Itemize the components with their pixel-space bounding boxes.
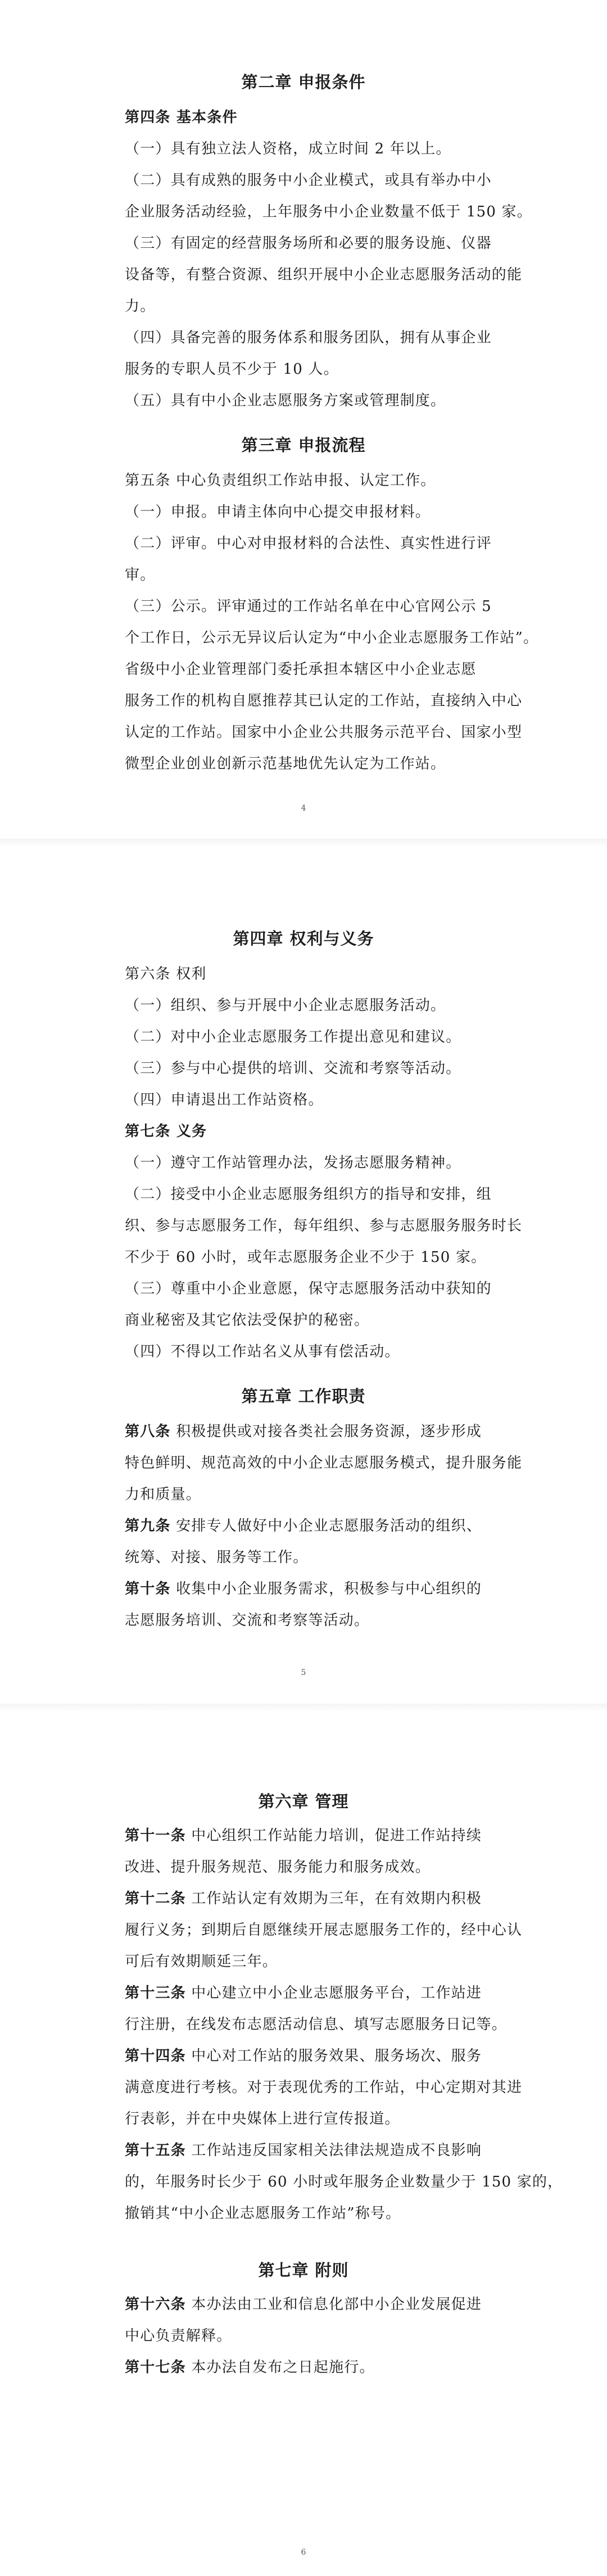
text-line: 省级中小企业管理部门委托承担本辖区中小企业志愿 bbox=[125, 661, 477, 678]
article-14-number: 第十四条 bbox=[125, 2048, 186, 2065]
chapter-6-title: 第六章 管理 bbox=[258, 1792, 349, 1811]
text-line: （二）接受中小企业志愿服务组织方的指导和安排，组 bbox=[125, 1186, 492, 1203]
text-line: 统筹、对接、服务等工作。 bbox=[125, 1549, 309, 1566]
article-17-text: 本办法自发布之日起施行。 bbox=[185, 2359, 375, 2376]
text-line: 商业秘密及其它依法受保护的秘密。 bbox=[125, 1312, 370, 1329]
chapter-3-title: 第三章 申报流程 bbox=[241, 436, 366, 455]
text-line: 服务工作的机构自愿推荐其已认定的工作站，直接纳入中心 bbox=[125, 692, 523, 709]
document-page-6 bbox=[0, 1712, 607, 2576]
text-line: （三）参与中心提供的培训、交流和考察等活动。 bbox=[125, 1060, 461, 1077]
text-line: 特色鲜明、规范高效的中小企业志愿服务模式，提升服务能 bbox=[125, 1455, 523, 1472]
text-line: （二）对中小企业志愿服务工作提出意见和建议。 bbox=[125, 1029, 461, 1045]
article-10-text: 收集中小企业服务需求，积极参与中心组织的 bbox=[170, 1581, 482, 1597]
text-line: 不少于 60 小时，或年志愿服务企业不少于 150 家。 bbox=[125, 1249, 487, 1266]
article-12-line bbox=[125, 1890, 482, 1907]
page-number: 4 bbox=[301, 804, 306, 813]
text-line: （二）具有成熟的服务中小企业模式，或具有举办中小 bbox=[125, 172, 492, 189]
article-9-line bbox=[125, 1518, 482, 1534]
article-10-line bbox=[125, 1581, 482, 1597]
text-line: （一）具有独立法人资格，成立时间 2 年以上。 bbox=[125, 141, 451, 157]
article-8-line bbox=[125, 1423, 482, 1440]
text-line: 企业服务活动经验，上年服务中小企业数量不低于 150 家。 bbox=[125, 203, 532, 220]
article-11-number: 第十一条 bbox=[125, 1827, 186, 1844]
text-line: 审。 bbox=[125, 567, 156, 583]
text-line: （二）评审。中心对申报材料的合法性、真实性进行评 bbox=[125, 535, 492, 552]
text-line: 履行义务；到期后自愿继续开展志愿服务工作的，经中心认 bbox=[125, 1922, 523, 1939]
text-line: （四）具备完善的服务体系和服务团队，拥有从事企业 bbox=[125, 329, 492, 346]
article-15-line bbox=[125, 2142, 482, 2159]
chapter-5-title: 第五章 工作职责 bbox=[241, 1387, 366, 1406]
text-line: 服务的专职人员不少于 10 人。 bbox=[125, 361, 339, 378]
text-line: 认定的工作站。国家中小企业公共服务示范平台、国家小型 bbox=[125, 724, 523, 741]
page-number: 5 bbox=[301, 1668, 306, 1677]
text-line: 中心负责解释。 bbox=[125, 2328, 232, 2344]
text-line: 织、参与志愿服务工作，每年组织、参与志愿服务服务时长 bbox=[125, 1217, 523, 1234]
text-line: 微型企业创业创新示范基地优先认定为工作站。 bbox=[125, 755, 446, 772]
text-line: 志愿服务培训、交流和考察等活动。 bbox=[125, 1612, 370, 1629]
article-8-text: 积极提供或对接各类社会服务资源，逐步形成 bbox=[170, 1423, 482, 1440]
text-line: （一）遵守工作站管理办法，发扬志愿服务精神。 bbox=[125, 1155, 461, 1171]
document-page-4 bbox=[0, 0, 607, 843]
chapter-2-title: 第二章 申报条件 bbox=[241, 73, 366, 92]
text-line: 可后有效期顺延三年。 bbox=[125, 1953, 278, 1970]
text-line: 力和质量。 bbox=[125, 1486, 202, 1503]
text-line: （三）尊重中小企业意愿，保守志愿服务活动中获知的 bbox=[125, 1280, 492, 1297]
text-line: 行注册，在线发布志愿活动信息、填写志愿服务日记等。 bbox=[125, 2016, 508, 2033]
article-9-text: 安排专人做好中小企业志愿服务活动的组织、 bbox=[170, 1518, 482, 1534]
article-14-text: 中心对工作站的服务效果、服务场次、服务 bbox=[185, 2048, 482, 2065]
document-page-5 bbox=[0, 843, 607, 1712]
article-12-number: 第十二条 bbox=[125, 1890, 186, 1907]
text-line: 满意度进行考核。对于表现优秀的工作站，中心定期对其进 bbox=[125, 2079, 523, 2096]
text-line: 行表彰，并在中央媒体上进行宣传报道。 bbox=[125, 2111, 400, 2127]
text-line: 个工作日，公示无异议后认定为“中小企业志愿服务工作站”。 bbox=[125, 630, 539, 646]
text-line: 设备等，有整合资源、组织开展中小企业志愿服务活动的能 bbox=[125, 266, 523, 283]
text-line: （五）具有中小企业志愿服务方案或管理制度。 bbox=[125, 392, 446, 409]
text-line: （四）不得以工作站名义从事有偿活动。 bbox=[125, 1343, 400, 1360]
article-8-number: 第八条 bbox=[125, 1423, 171, 1440]
text-line: 力。 bbox=[125, 298, 156, 315]
text-line: （三）公示。评审通过的工作站名单在中心官网公示 5 bbox=[125, 598, 492, 615]
article-6-heading: 第六条 权利 bbox=[125, 966, 207, 983]
article-13-number: 第十三条 bbox=[125, 1985, 186, 2002]
article-12-text: 工作站认定有效期为三年，在有效期内积极 bbox=[185, 1890, 482, 1907]
text-line: （四）申请退出工作站资格。 bbox=[125, 1092, 324, 1108]
page-separator bbox=[0, 1704, 607, 1712]
text-line: 的，年服务时长少于 60 小时或年服务企业数量少于 150 家的， bbox=[125, 2174, 563, 2190]
article-11-text: 中心组织工作站能力培训，促进工作站持续 bbox=[185, 1827, 482, 1844]
chapter-7-title: 第七章 附则 bbox=[258, 2261, 349, 2280]
article-10-number: 第十条 bbox=[125, 1581, 171, 1597]
chapter-4-title: 第四章 权利与义务 bbox=[233, 929, 374, 948]
article-17-number: 第十七条 bbox=[125, 2359, 186, 2376]
article-16-line bbox=[125, 2296, 482, 2313]
article-5-line: 第五条 中心负责组织工作站申报、认定工作。 bbox=[125, 472, 436, 489]
page-number: 6 bbox=[301, 2548, 306, 2557]
text-line: （一）组织、参与开展中小企业志愿服务活动。 bbox=[125, 997, 446, 1014]
article-16-text: 本办法由工业和信息化部中小企业发展促进 bbox=[185, 2296, 482, 2313]
article-14-line bbox=[125, 2048, 482, 2065]
article-13-text: 中心建立中小企业志愿服务平台，工作站进 bbox=[185, 1985, 482, 2002]
article-7-heading: 第七条 义务 bbox=[125, 1123, 207, 1140]
text-line: （一）申报。申请主体向中心提交申报材料。 bbox=[125, 504, 431, 520]
article-13-line bbox=[125, 1985, 482, 2002]
text-line: （三）有固定的经营服务场所和必要的服务设施、仪器 bbox=[125, 235, 492, 252]
article-4-heading: 第四条 基本条件 bbox=[125, 109, 238, 126]
text-line: 改进、提升服务规范、服务能力和服务成效。 bbox=[125, 1859, 431, 1876]
article-15-number: 第十五条 bbox=[125, 2142, 186, 2159]
article-11-line bbox=[125, 1827, 482, 1844]
article-15-text: 工作站违反国家相关法律法规造成不良影响 bbox=[185, 2142, 482, 2159]
article-9-number: 第九条 bbox=[125, 1518, 171, 1534]
article-17-line bbox=[125, 2359, 375, 2376]
article-16-number: 第十六条 bbox=[125, 2296, 186, 2313]
text-line: 撤销其“中小企业志愿服务工作站”称号。 bbox=[125, 2205, 401, 2222]
